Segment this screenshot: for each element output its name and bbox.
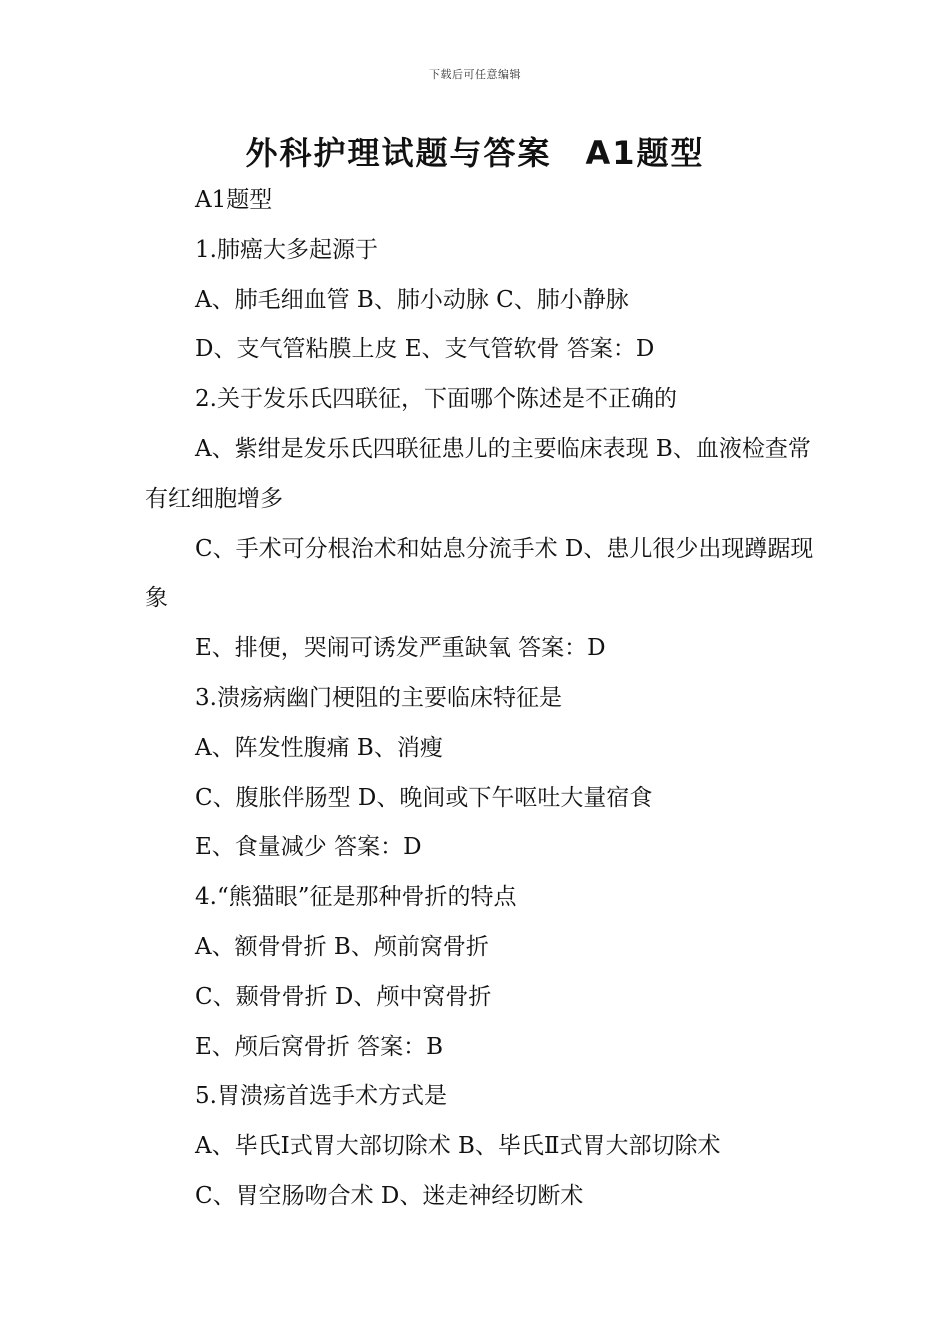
question-1-options-d-e-answer: D、支气管粘膜上皮 E、支气管软骨 答案：D bbox=[195, 336, 655, 363]
question-2-option-e-answer: E、排便，哭闹可诱发严重缺氧 答案：D bbox=[195, 635, 606, 662]
question-2-options-a-b: A、紫绀是发乐氏四联征患儿的主要临床表现 B、血液检查常有红细胞增多 bbox=[145, 435, 811, 512]
document-title: 外科护理试题与答案 A1题型 bbox=[245, 134, 705, 172]
section-heading: A1题型 bbox=[195, 187, 273, 213]
question-2: 2.关于发乐氏四联征，下面哪个陈述是不正确的 bbox=[195, 386, 677, 413]
question-5-options-a-b: A、毕氏Ⅰ式胃大部切除术 B、毕氏Ⅱ式胃大部切除术 bbox=[195, 1133, 721, 1160]
question-1: 1.肺癌大多起源于 bbox=[195, 236, 378, 263]
question-3-options-a-b: A、阵发性腹痛 B、消瘦 bbox=[195, 734, 443, 761]
document-body bbox=[145, 176, 815, 1222]
question-4-option-e-answer: E、颅后窝骨折 答案：B bbox=[195, 1033, 444, 1060]
question-4: 4.“熊猫眼”征是那种骨折的特点 bbox=[195, 884, 517, 911]
question-2-options-c-d: C、手术可分根治术和姑息分流手术 D、患儿很少出现蹲踞现象 bbox=[145, 535, 814, 612]
question-3: 3.溃疡病幽门梗阻的主要临床特征是 bbox=[195, 684, 562, 711]
question-3-options-c-d: C、腹胀伴肠型 D、晚间或下午呕吐大量宿食 bbox=[195, 784, 653, 811]
page-header-note: 下载后可任意编辑 bbox=[429, 68, 521, 81]
question-4-options-c-d: C、颞骨骨折 D、颅中窝骨折 bbox=[195, 983, 492, 1010]
question-4-options-a-b: A、额骨骨折 B、颅前窝骨折 bbox=[195, 933, 489, 960]
question-5-options-c-d: C、胃空肠吻合术 D、迷走神经切断术 bbox=[195, 1182, 584, 1209]
question-3-option-e-answer: E、食量减少 答案：D bbox=[195, 834, 422, 861]
question-1-options-a-c: A、肺毛细血管 B、肺小动脉 C、肺小静脉 bbox=[195, 286, 629, 313]
question-5: 5.胃溃疡首选手术方式是 bbox=[195, 1083, 447, 1110]
